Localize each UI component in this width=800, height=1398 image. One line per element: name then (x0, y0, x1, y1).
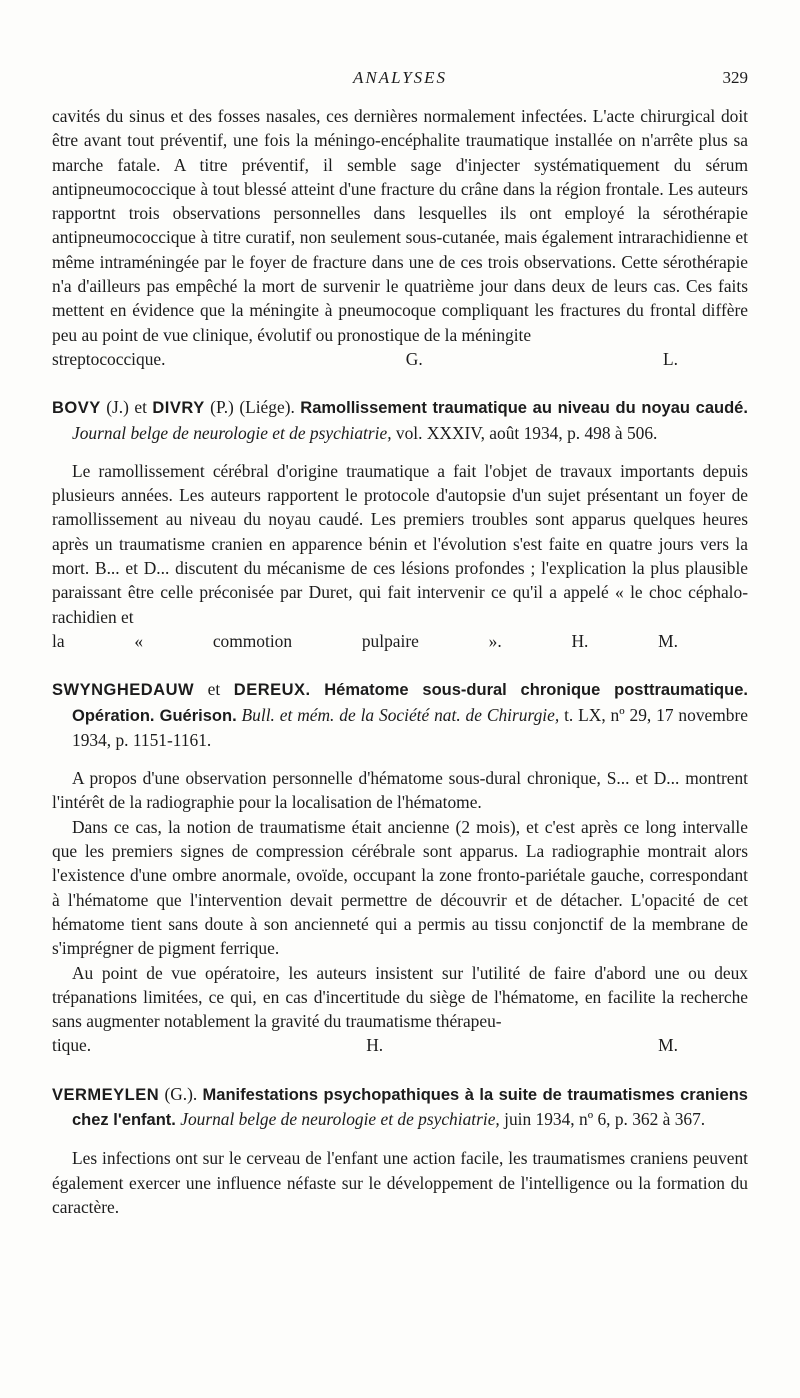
author-name: BOVY (52, 399, 101, 418)
journal-name: Journal belge de neurologie et de psychiatrie, (72, 422, 392, 443)
author-name: SWYNGHEDAUW (52, 681, 195, 700)
review-paragraph: Le ramollissement cérébral d'origine traumatique a fait l'objet de travaux importants depuis plusieurs années. Les auteurs rapportent le protocole d'autopsie d'un sujet présentant un foyer de ramollissement au niveau du noyau caudé. Les premiers troubles sont apparus quelques heures après un traumatisme cranien en apparence bénin et l'évolution s'est faite en quatre jours vers la mort. B... et D... discutent du mécanisme de ces lésions profondes ; l'explication la plus plausible paraissant être celle préconisée par Duret, qui fait intervenir ce qu'il a appelé « le choc céphalo-rachidien et (52, 460, 748, 627)
closing-text: la « commotion pulpaire ». (52, 630, 502, 651)
journal-name: Journal belge de neurologie et de psychiatrie, (180, 1108, 500, 1129)
author-location: (Liége). (239, 397, 295, 418)
review-paragraph: A propos d'une observation personnelle d'hématome sous-dural chronique, S... et D... montrent l'intérêt de la radiographie pour la localisation de l'hématome. (52, 768, 748, 813)
continued-paragraph: cavités du sinus et des fosses nasales, ces dernières normalement infectées. L'acte chirurgical doit être avant tout préventif, une fois la méningo-encéphalite traumatique installée on n'arrête plus sa marche fatale. A titre préventif, il semble sage d'injecter systématiquement du sérum antipneumococcique à tout blessé atteint d'une fracture du crâne dans la région frontale. Les auteurs rapportnt trois observations personnelles dans lesquelles ils ont employé la sérothérapie antipneumococcique à titre curatif, non seulement sous-cutanée, mais également intrarachidienne et même intraméningée par le foyer de fracture dans une de ces trois observations. Cette sérothérapie n'a d'ailleurs pas empêché la mort de survenir le quatrième jour dans deux de leurs cas. Ces faits mettent en évidence que la méningite à pneumocoque compliquant les fractures du frontal diffère peu au point de vue clinique, évolutif ou pronostique de la méningite (52, 106, 748, 345)
reviewer-signature: G. L. (405, 348, 678, 369)
entry-reference (52, 677, 748, 752)
article-title: Manifestations psychopathiques à la suite de traumatismes craniens chez l'enfant. (72, 1085, 748, 1129)
entry-reference (52, 1082, 748, 1133)
signature-line (52, 1033, 748, 1057)
author-connector: et (134, 397, 147, 418)
running-title: ANALYSES (352, 68, 448, 87)
citation-details: vol. XXXIV, août 1934, p. 498 à 506. (395, 422, 658, 443)
citation-details: t. LX, nº 29, 17 novembre 1934, p. 1151-1161. (72, 704, 748, 750)
review-entry-bovy-divry (52, 395, 748, 653)
review-entry-swynghedauw-dereux (52, 677, 748, 1057)
reviewer-signature: H. M. (366, 1035, 678, 1056)
closing-text: tique. (52, 1035, 92, 1056)
reviewer-signature: H. M. (571, 630, 678, 651)
journal-name: Bull. et mém. de la Société nat. de Chirurgie, (241, 704, 560, 725)
entry-reference (52, 395, 748, 445)
closing-text: streptococcique. (52, 348, 166, 369)
author-name: DIVRY (152, 399, 205, 418)
review-paragraph: Au point de vue opératoire, les auteurs insistent sur l'utilité de faire d'abord une ou deux trépanations limitées, ce qui, en cas d'incertitude du siège de l'hématome, en facilite la recherche sans augmenter notablement la gravité du traumatisme thérapeu- (52, 962, 748, 1032)
author-initial: (P.) (210, 397, 234, 418)
page-header (52, 68, 748, 94)
author-name: DEREUX. (233, 681, 311, 700)
page-number: 329 (722, 68, 748, 87)
author-name: VERMEYLEN (52, 1085, 160, 1104)
author-connector: et (207, 679, 221, 700)
signature-line (52, 347, 748, 371)
author-initial: (J.) (106, 397, 129, 418)
article-title: Ramollissement traumatique au niveau du noyau caudé. (300, 399, 748, 418)
review-paragraph: Les infections ont sur le cerveau de l'enfant une action facile, les traumatismes craniens peuvent également exercer une influence néfaste sur le développement de l'intelligence ou la formation du caractère. (52, 1148, 748, 1217)
article-title: Hématome sous-dural chronique posttraumatique. Opération. Guérison. (72, 681, 748, 725)
author-initial: (G.). (164, 1083, 198, 1104)
continued-review (52, 104, 748, 371)
page-content (52, 104, 748, 1219)
signature-line (52, 629, 748, 653)
review-paragraph: Dans ce cas, la notion de traumatisme était ancienne (2 mois), et c'est après ce long intervalle que les premiers signes de compression cérébrale sont apparus. La radiographie montrait alors l'existence d'une ombre anormale, ovoïde, occupant la zone fronto-pariétale gauche, correspondant à l'hématome que l'intervention devait permettre de découvrir et de détacher. L'opacité de cet hématome tient sans doute à son ancienneté qui a permis au tissu conjonctif de la membrane de s'imprégner de pigment ferrique. (52, 816, 748, 959)
citation-details: juin 1934, nº 6, p. 362 à 367. (504, 1108, 706, 1129)
review-entry-vermeylen (52, 1082, 748, 1219)
